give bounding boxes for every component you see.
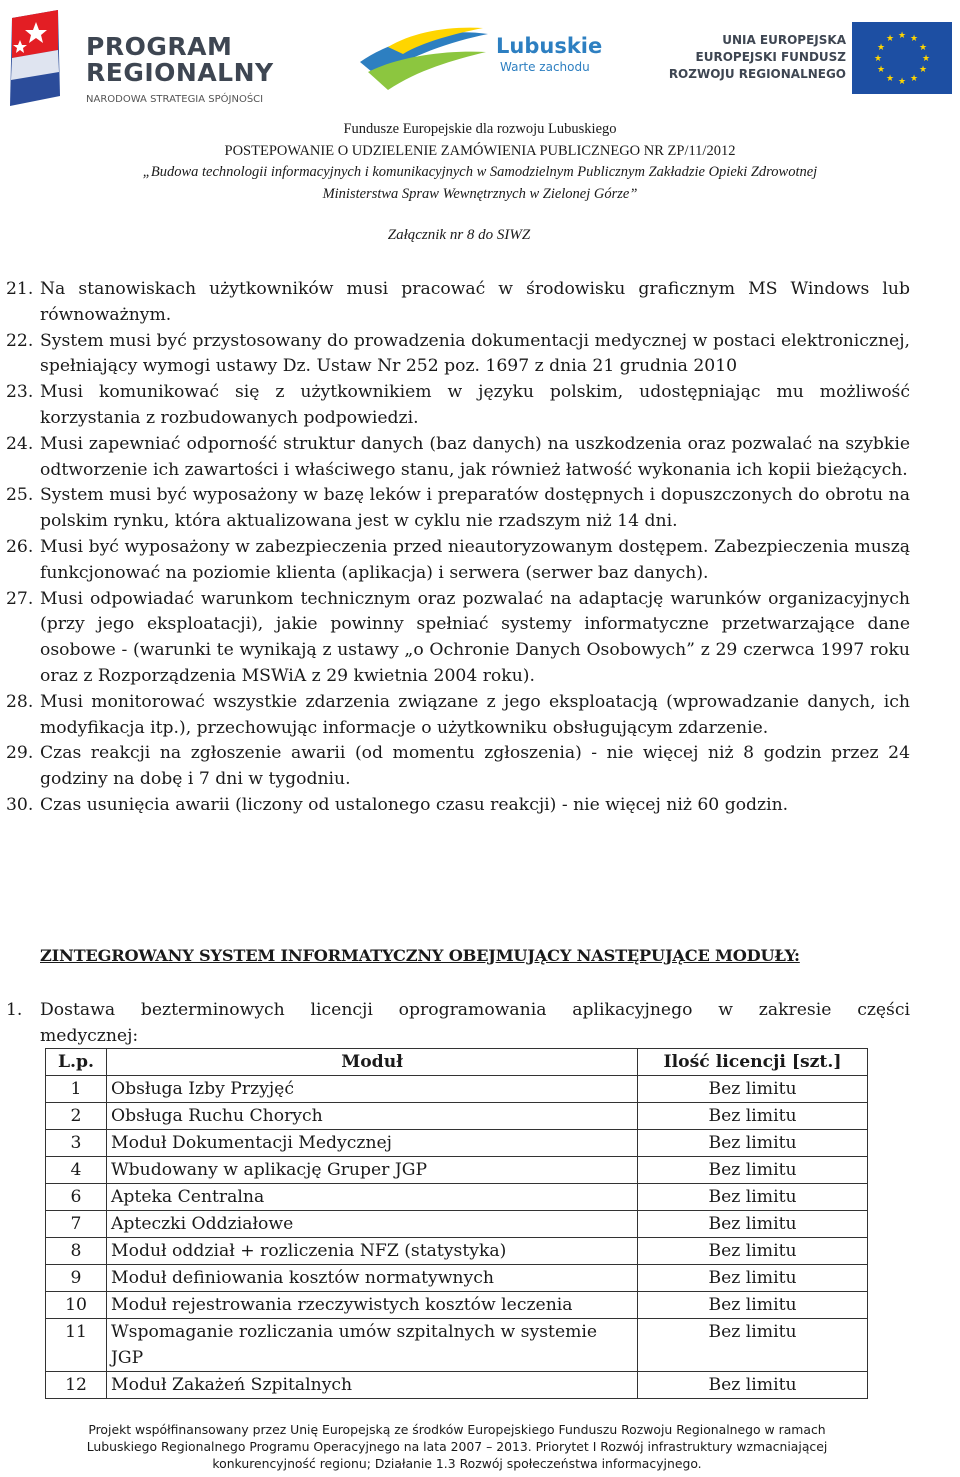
eu-text — [664, 32, 846, 83]
table-row — [46, 1319, 868, 1372]
cell-module: Moduł rejestrowania rzeczywistych kosztów leczenia — [107, 1292, 638, 1319]
cell-module: Apteka Centralna — [107, 1184, 638, 1211]
program-regionalny-logo — [6, 10, 306, 110]
cell-licenses: Bez limitu — [638, 1265, 868, 1292]
cell-module: Moduł Dokumentacji Medycznej — [107, 1130, 638, 1157]
cell-licenses: Bez limitu — [638, 1372, 868, 1399]
cell-licenses: Bez limitu — [638, 1076, 868, 1103]
cell-lp: 10 — [46, 1292, 107, 1319]
logo-bar — [0, 0, 960, 118]
table-row — [46, 1292, 868, 1319]
subsection-number: 1. — [6, 1000, 23, 1020]
program-line1: PROGRAM — [86, 32, 233, 61]
cell-module: Moduł oddział + rozliczenia NFZ (statystyka) — [107, 1238, 638, 1265]
svg-text:★: ★ — [909, 34, 919, 44]
header-line3: „Budowa technologii informacyjnych i komunikacyjnych w Samodzielnym Publicznym Zakładzie Opieki Zdrowotnej — [142, 164, 818, 180]
lubuskie-logo — [358, 22, 608, 102]
item-number: 25. — [6, 485, 34, 506]
document-footer — [0, 1421, 914, 1472]
header-line4: Ministerstwa Spraw Wewnętrznych w Zielonej Górze” — [322, 185, 638, 202]
cell-lp: 3 — [46, 1130, 107, 1157]
svg-text:★: ★ — [876, 65, 886, 75]
cell-lp: 7 — [46, 1211, 107, 1238]
item-text: Czas reakcji na zgłoszenie awarii (od momentu zgłoszenia) - nie więcej niż 8 godzin przez 24 godziny na dobę i 7 dni w tygodniu. — [40, 743, 910, 790]
cell-module: Moduł definiowania kosztów normatywnych — [107, 1265, 638, 1292]
annex-label: Załącznik nr 8 do SIWZ — [387, 227, 531, 243]
table-header-row — [46, 1049, 868, 1076]
section-title: ZINTEGROWANY SYSTEM INFORMATYCZNY OBEJMUJĄCY NASTĘPUJĄCE MODUŁY: — [40, 946, 800, 965]
list-item — [6, 380, 910, 432]
item-number: 29. — [6, 743, 34, 764]
item-text: System musi być przystosowany do prowadzenia dokumentacji medycznej w postaci elektronicznej, spełniający wymogi ustawy Dz. Ustaw Nr 252 poz. 1697 z dnia 21 grudnia 2010 — [40, 330, 910, 377]
program-regionalny-title — [86, 34, 274, 86]
table-row — [46, 1372, 868, 1399]
cell-module: Wspomaganie rozliczania umów szpitalnych w systemie JGP — [107, 1319, 638, 1372]
item-text: Musi być wyposażony w zabezpieczenia przed nieautoryzowanym dostępem. Zabezpieczenia muszą funkcjonować na poziomie klienta (aplikacja) i serwera (serwer baz danych). — [40, 536, 910, 583]
svg-text:★: ★ — [885, 74, 895, 84]
svg-text:★: ★ — [876, 43, 886, 53]
item-text: Musi komunikować się z użytkownikiem w języku polskim, udostępniając mu możliwość korzystania z rozbudowanych podpowiedzi. — [40, 382, 910, 428]
cell-lp: 1 — [46, 1076, 107, 1103]
cell-lp: 8 — [46, 1238, 107, 1265]
cell-module: Wbudowany w aplikację Gruper JGP — [107, 1157, 638, 1184]
cell-lp: 9 — [46, 1265, 107, 1292]
list-item — [6, 793, 910, 819]
program-line2: REGIONALNY — [86, 58, 274, 87]
svg-text:★: ★ — [897, 31, 907, 41]
item-number: 30. — [6, 794, 34, 815]
cell-lp: 12 — [46, 1372, 107, 1399]
eu-line1: UNIA EUROPEJSKA — [722, 33, 846, 47]
cell-lp: 11 — [46, 1319, 107, 1372]
header-line2: POSTEPOWANIE O UDZIELENIE ZAMÓWIENIA PUBLICZNEGO NR ZP/11/2012 — [224, 142, 736, 159]
subsection-heading — [6, 998, 910, 1050]
item-number: 26. — [6, 536, 34, 557]
item-text: Musi odpowiadać warunkom technicznym oraz pozwalać na adaptację warunków organizacyjnych (przy jego eksploatacji), jakie powinny spełniać systemy informatyczne przetwarzające dane osobowe - (warunki te wynikają z ustawy „o Ochronie Danych Osobowych” z 29 czerwca 1997 roku oraz z Rozporządzenia MSWiA z 29 kwietnia 2004 roku). — [40, 588, 910, 686]
item-text: Musi zapewniać odporność struktur danych (baz danych) na uszkodzenia oraz pozwalać na szybkie odtworzenie ich zawartości i właściwego stanu, jak również łatwość wykonania ich kopii bieżących. — [40, 433, 910, 480]
cell-licenses: Bez limitu — [638, 1184, 868, 1211]
cell-licenses: Bez limitu — [638, 1292, 868, 1319]
program-regionalny-emblem-icon — [6, 10, 76, 110]
item-number: 27. — [6, 588, 34, 609]
item-text: Na stanowiskach użytkowników musi pracować w środowisku graficznym MS Windows lub równoważnym. — [40, 279, 910, 325]
table-row — [46, 1157, 868, 1184]
item-text: System musi być wyposażony w bazę leków i preparatów dostępnych i dopuszczonych do obrotu na polskim rynku, która aktualizowana jest w cyklu nie rzadszym niż 14 dni. — [40, 485, 910, 532]
cell-module: Apteczki Oddziałowe — [107, 1211, 638, 1238]
lubuskie-wave-icon — [358, 22, 493, 97]
list-item — [6, 483, 910, 535]
table-row — [46, 1211, 868, 1238]
table-row — [46, 1184, 868, 1211]
cell-licenses: Bez limitu — [638, 1238, 868, 1265]
list-item — [6, 587, 910, 690]
list-item — [6, 432, 910, 484]
requirements-list — [6, 277, 910, 819]
table-row — [46, 1265, 868, 1292]
header-licenses: Ilość licencji [szt.] — [638, 1049, 868, 1076]
footer-line1: Projekt współfinansowany przez Unię Europejską ze środków Europejskiego Funduszu Rozwoju Regionalnego w ramach — [88, 1422, 826, 1437]
item-number: 23. — [6, 382, 34, 403]
eu-line2: EUROPEJSKI FUNDUSZ — [695, 50, 846, 64]
lubuskie-name: Lubuskie — [496, 34, 603, 58]
footer-line3: konkurencyjność regionu; Działanie 1.3 Rozwój społeczeństwa informacyjnego. — [212, 1456, 702, 1471]
list-item — [6, 277, 910, 329]
table-row — [46, 1130, 868, 1157]
list-item — [6, 535, 910, 587]
item-number: 21. — [6, 279, 34, 299]
eu-flag-icon — [852, 22, 952, 94]
eu-logo — [664, 22, 954, 94]
svg-text:★: ★ — [885, 34, 895, 44]
cell-module: Moduł Zakażeń Szpitalnych — [107, 1372, 638, 1399]
item-text: Musi monitorować wszystkie zdarzenia związane z jego eksploatacją (wprowadzanie danych, ich modyfikacja itp.), przechowując informacje o użytkowniku obsługującym zdarzenie. — [40, 691, 910, 738]
cell-module: Obsługa Ruchu Chorych — [107, 1103, 638, 1130]
program-tagline: NARODOWA STRATEGIA SPÓJNOŚCI — [86, 94, 264, 105]
item-text: Czas usunięcia awarii (liczony od ustalonego czasu reakcji) - nie więcej niż 60 godzin. — [40, 794, 789, 815]
subsection-text: Dostawa bezterminowych licencji oprogramowania aplikacyjnego w zakresie części medycznej: — [40, 1000, 910, 1046]
header-lp: L.p. — [46, 1049, 107, 1076]
svg-text:★: ★ — [897, 77, 907, 87]
table-row — [46, 1238, 868, 1265]
svg-text:★: ★ — [918, 65, 928, 75]
cell-licenses: Bez limitu — [638, 1211, 868, 1238]
svg-text:★: ★ — [909, 74, 919, 84]
list-item — [6, 741, 910, 793]
header-line1: Fundusze Europejskie dla rozwoju Lubuskiego — [343, 121, 617, 137]
item-number: 22. — [6, 330, 34, 351]
item-number: 24. — [6, 433, 34, 454]
cell-licenses: Bez limitu — [638, 1103, 868, 1130]
cell-lp: 2 — [46, 1103, 107, 1130]
svg-text:★: ★ — [873, 54, 883, 64]
svg-text:★: ★ — [921, 54, 931, 64]
cell-lp: 4 — [46, 1157, 107, 1184]
cell-licenses: Bez limitu — [638, 1157, 868, 1184]
footer-line2: Lubuskiego Regionalnego Programu Operacyjnego na lata 2007 – 2013. Priorytet I Rozwój infrastruktury wzmacniającej — [86, 1439, 828, 1454]
table-row — [46, 1103, 868, 1130]
header-module: Moduł — [107, 1049, 638, 1076]
list-item — [6, 690, 910, 742]
cell-licenses: Bez limitu — [638, 1130, 868, 1157]
lubuskie-tagline: Warte zachodu — [500, 60, 590, 74]
modules-table — [45, 1048, 868, 1399]
list-item — [6, 329, 910, 381]
cell-licenses: Bez limitu — [638, 1319, 868, 1372]
cell-lp: 6 — [46, 1184, 107, 1211]
item-number: 28. — [6, 691, 34, 712]
svg-text:★: ★ — [918, 43, 928, 53]
document-header — [0, 119, 960, 205]
table-row — [46, 1076, 868, 1103]
cell-module: Obsługa Izby Przyjęć — [107, 1076, 638, 1103]
eu-line3: ROZWOJU REGIONALNEGO — [668, 67, 846, 81]
